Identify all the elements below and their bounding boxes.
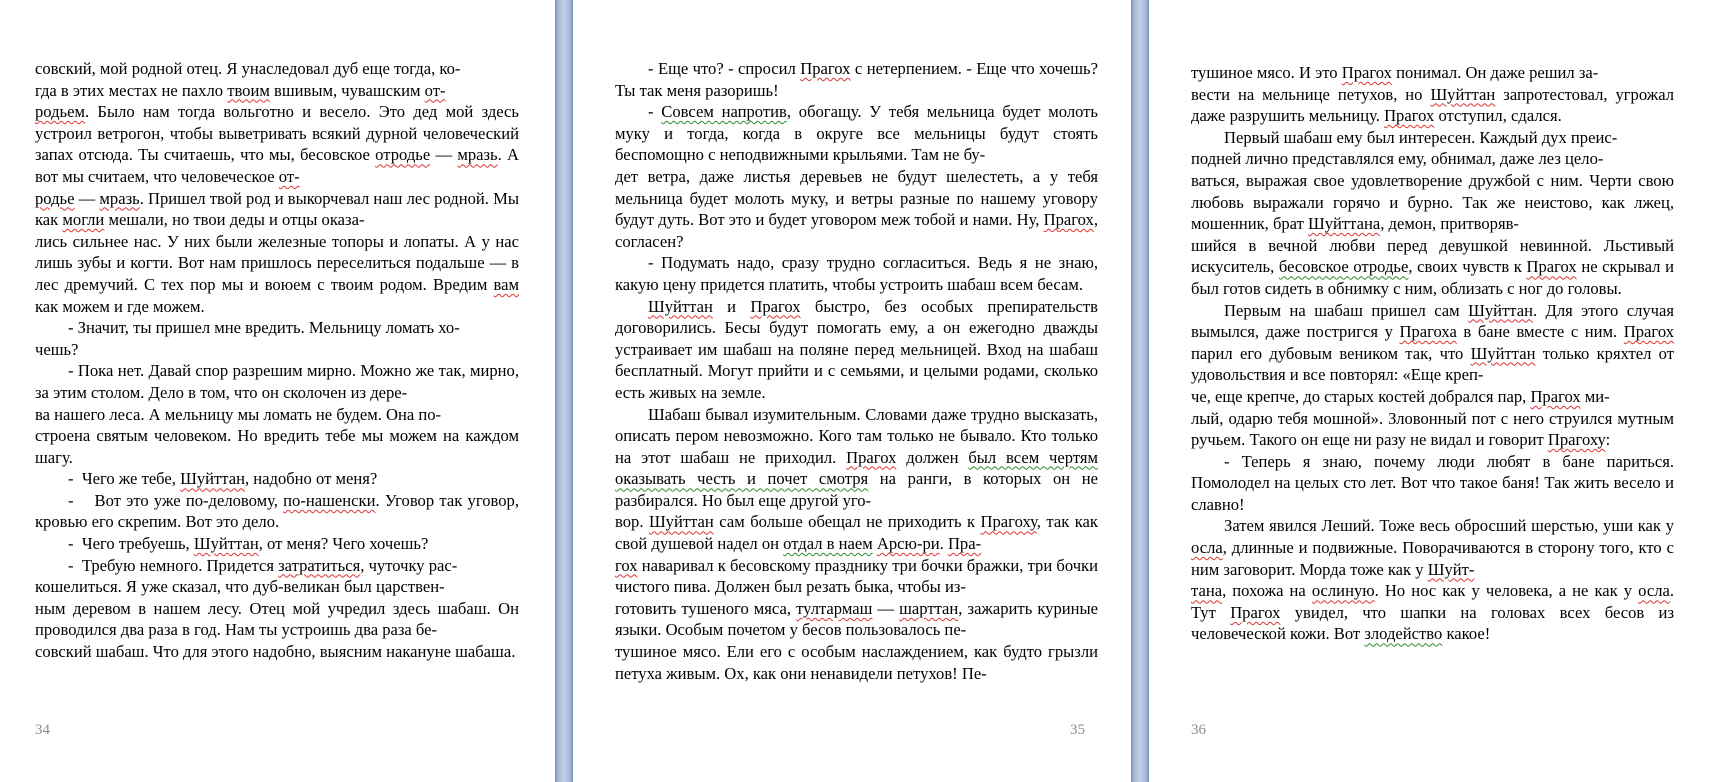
paragraph: - Пока нет. Давай спор разрешим мирно. Можно же так, мирно, за этим столом. Дело в том, что он сколочен из дере- ва нашего леса. А мельницу мы ломать не будем. Она по- строена святым человеком. Но вредить тебе мы можем на каждом шагу.: [35, 361, 519, 467]
page-34-text: [35, 58, 519, 663]
paragraph: Шабаш бывал изумительным. Словами даже трудно высказать, описать пером невозможно. Кого там только не бывало. Кто только на этот шабаш не приходил. Прагох должен был всем чертям оказывать честь и почет смотря на ранги, в которых он не разбирался. Но был еще другой уго- вор. Шуйттан сам больше обещал не приходить к Прагоху, так как свой душевой надел он отдал в наем Арсю-ри. Пра- гох наваривал к бесовскому празднику три бочки бражки, три бочки чистого пива. Должен был резать быка, чтобы из- готовить тушеного мяса, тултармаш — шарттан, зажарить куриные языки. Особым почетом у бесов пользовалось пе- тушиное мясо. Ели его с особым наслаждением, как будто грызли петуха живым. Ох, как они ненавидели петухов! Пе-: [615, 404, 1099, 683]
page-35-text: [615, 58, 1098, 684]
page-number: 35: [1070, 722, 1085, 738]
paragraph: - Чего требуешь, Шуйттан, от меня? Чего хочешь?: [68, 534, 429, 554]
page-number: 34: [35, 722, 50, 738]
page-36: [1149, 0, 1715, 782]
paragraph: Затем явился Леший. Тоже весь обросший шерстью, уши как у осла, длинные и подвижные. Поворачиваются в сторону того, кто с ним заговорит. Морда тоже как у Шуйт- тана, похожа на ослиную. Но нос как у человека, а не как у осла. Тут Прагох увидел, что шапки на головах всех бесов из человеческой кожи. Вот злодейство какое!: [1191, 516, 1675, 644]
paragraph: - Требую немного. Придется затратиться, чуточку рас- кошелиться. Я уже сказал, что дуб-великан был царствен- ным деревом в нашем лесу. Отец мой учредил здесь шабаш. Он проводился два раза в год. Нам ты устроишь два раза бе- совский шабаш. Что для этого надобно, выясним накануне шабаша.: [35, 555, 519, 662]
page-35: [573, 0, 1131, 782]
paragraph: Шуйттан и Прагох быстро, без особых препирательств договорились. Бесы будут помогать ему, а он ежегодно дважды устраивает им шабаш на поляне перед мельницей. Вход на шабаш бесплатный. Могут прийти и с семьями, и целыми родами, сколько есть живых на земле.: [615, 296, 1098, 402]
paragraph: - Еще что? - спросил Прагох с нетерпением. - Еще что хочешь? Ты так меня разоришь!: [615, 59, 1098, 100]
paragraph: - Подумать надо, сразу трудно согласиться. Ведь я не знаю, какую цену придется платить, чтобы устроить шабаш всем бесам.: [615, 253, 1098, 294]
page-number: 36: [1191, 722, 1206, 738]
paragraph: - Совсем напротив, обогащу. У тебя мельница будет молоть муку и тогда, когда в округе все мельницы будут стоять беспомощно с неподвижными крыльями. Там не бу- дет ветра, даже листья деревьев не будут шелестеть, а у тебя мельница будет молоть муку, и ветры разные по нашему уговору будут дуть. Вот это и будет уговором меж тобой и нами. Ну, Прагох, согласен?: [615, 102, 1098, 251]
paragraph: совский, мой родной отец. Я унаследовал дуб еще тогда, ко- гда в этих местах не пахло твоим вшивым, чувашским от- родьем. Было нам тогда вольготно и весело. Это дед мой здесь устроил ветрогон, чтобы выветривать всякий дурной человеческий запах отсюда. Ты считаешь, что мы, бесовское отродье — мразь. А вот мы считаем, что человеческое от- родье — мразь. Пришел твой род и выкорчевал наш лес родной. Мы как могли мешали, но твои деды и отцы оказа- лись сильнее нас. У них были железные топоры и лопаты. А у нас лишь зубы и когти. Вот нам пришлось переселиться подальше — в лес дремучий. С тех пор мы и воюем с твоим родом. Вредим вам как можем и где можем.: [35, 59, 520, 316]
paragraph: тушиное мясо. И это Прагох понимал. Он даже решил за- вести на мельнице петухов, но Шуйттан запротестовал, угрожал даже разрушить мельницу. Прагох отступил, сдался.: [1191, 63, 1674, 126]
paragraph: Первым на шабаш пришел сам Шуйттан. Для этого случая вымылся, даже постригся у Прагоха в бане вместе с ним. Прагох парил его дубовым веником так, что Шуйттан только кряхтел от удовольствия и все повторял: «Еще креп- че, еще крепче, до старых костей добрался пар, Прагох ми- лый, одарю тебя мошной». Зловонный пот с него струился мутным ручьем. Такого он еще ни разу не видал и говорит Прагоху:: [1191, 300, 1674, 450]
paragraph: Первый шабаш ему был интересен. Каждый дух преис- подней лично представлялся ему, обнимал, даже лез цело- ваться, выражая свое удовлетворение дружбой с ним. Черти свою любовь выражали горячо и бурно. Так же неистово, как лжец, мошенник, брат Шуйттана, демон, притворяв- шийся в вечной любви перед девушкой невинной. Льстивый искуситель, бесовское отродье, своих чувств к Прагох не скрывал и был готов сидеть в обнимку с ним, облизать с ног до головы.: [1191, 127, 1674, 298]
paragraph: - Теперь я знаю, почему люди любят в бане париться. Помолодел на целых сто лет. Вот что такое баня! Так жить весело и славно!: [1191, 451, 1674, 514]
paragraph: - Чего же тебе, Шуйттан, надобно от меня?: [68, 469, 378, 489]
paragraph: - Вот это уже по-деловому, по-нашенски. Уговор так уговор, кровью его скрепим. Вот это дело.: [35, 490, 519, 532]
page-36-text: [1191, 62, 1674, 645]
paragraph: - Значит, ты пришел мне вредить. Мельницу ломать хо- чешь?: [35, 318, 460, 359]
page-gutter: [1131, 0, 1149, 782]
page-34: [0, 0, 555, 782]
page-gutter: [555, 0, 573, 782]
